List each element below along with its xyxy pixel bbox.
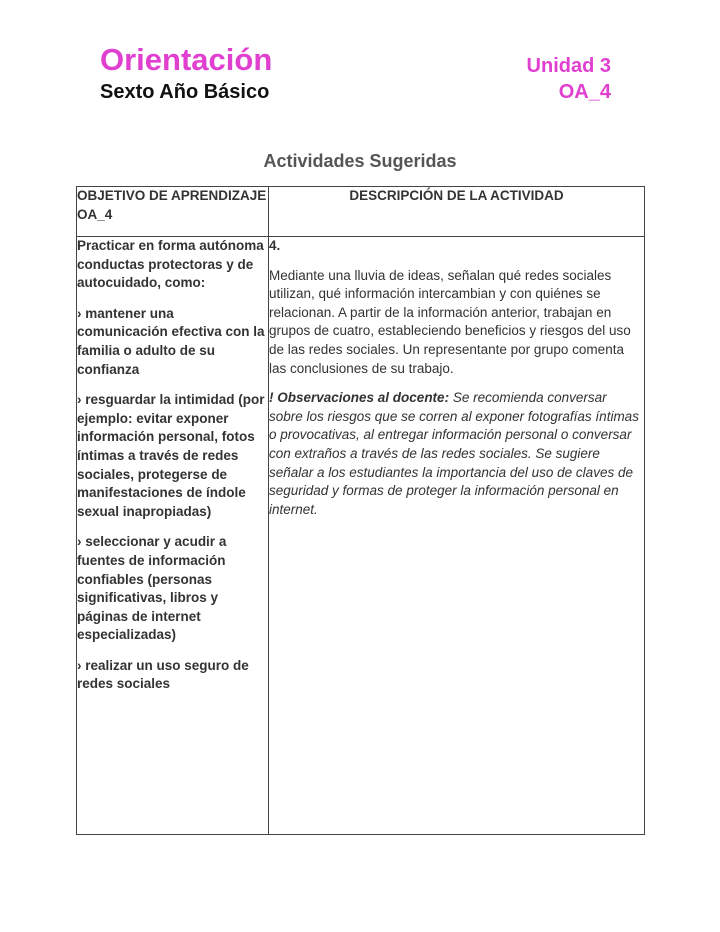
activities-table (76, 186, 645, 835)
grade-title: Sexto Año Básico (100, 81, 270, 103)
objective-item: › realizar un uso seguro de redes sociales (77, 657, 249, 692)
teacher-note-text: Se recomienda conversar sobre los riesgos que se corren al exponer fotografías íntimas o provocativas, al entregar información personal o conversar con extraños a través de las redes sociales. Se sugiere señalar a los estudiantes la importancia del uso de claves de seguridad y formas de proteger la información personal en internet. (269, 390, 639, 517)
table-row (77, 237, 645, 835)
objective-intro: Practicar en forma autónoma conductas protectoras y de autocuidado, como: (77, 238, 264, 291)
objective-item: › mantener una comunicación efectiva con la familia o adulto de su confianza (77, 305, 265, 377)
activity-description: Mediante una lluvia de ideas, señalan qué redes sociales utilizan, qué información intercambian y con quiénes se relacionan. A partir de la información anterior, trabajan en grupos de cuatro, estableciendo beneficios y riesgos del uso de las redes sociales. Un representante por grupo comenta las conclusiones de su trabajo. (269, 267, 631, 376)
header-description: DESCRIPCIÓN DE LA ACTIVIDAD (269, 187, 645, 237)
objective-item: › seleccionar y acudir a fuentes de información confiables (personas significativas, libros y páginas de internet especializadas) (77, 534, 227, 643)
table-header-row (77, 187, 645, 237)
unit-label: Unidad 3 (526, 55, 611, 77)
objective-item: › resguardar la intimidad (por ejemplo: evitar exponer información personal, fotos íntimas a través de redes sociales, protegerse de manifestaciones de índole sexual inapropiadas) (77, 392, 265, 519)
teacher-note (269, 389, 644, 519)
header-objective: OBJETIVO DE APRENDIZAJE OA_4 (77, 187, 269, 237)
objective-cell (77, 237, 269, 835)
subject-title: Orientación (100, 42, 273, 77)
description-cell (269, 237, 645, 835)
objective-code-label: OA_4 (558, 81, 611, 103)
teacher-note-label: ! Observaciones al docente: (269, 390, 450, 406)
activity-number: 4. (269, 238, 281, 253)
section-title: Actividades Sugeridas (263, 151, 457, 171)
